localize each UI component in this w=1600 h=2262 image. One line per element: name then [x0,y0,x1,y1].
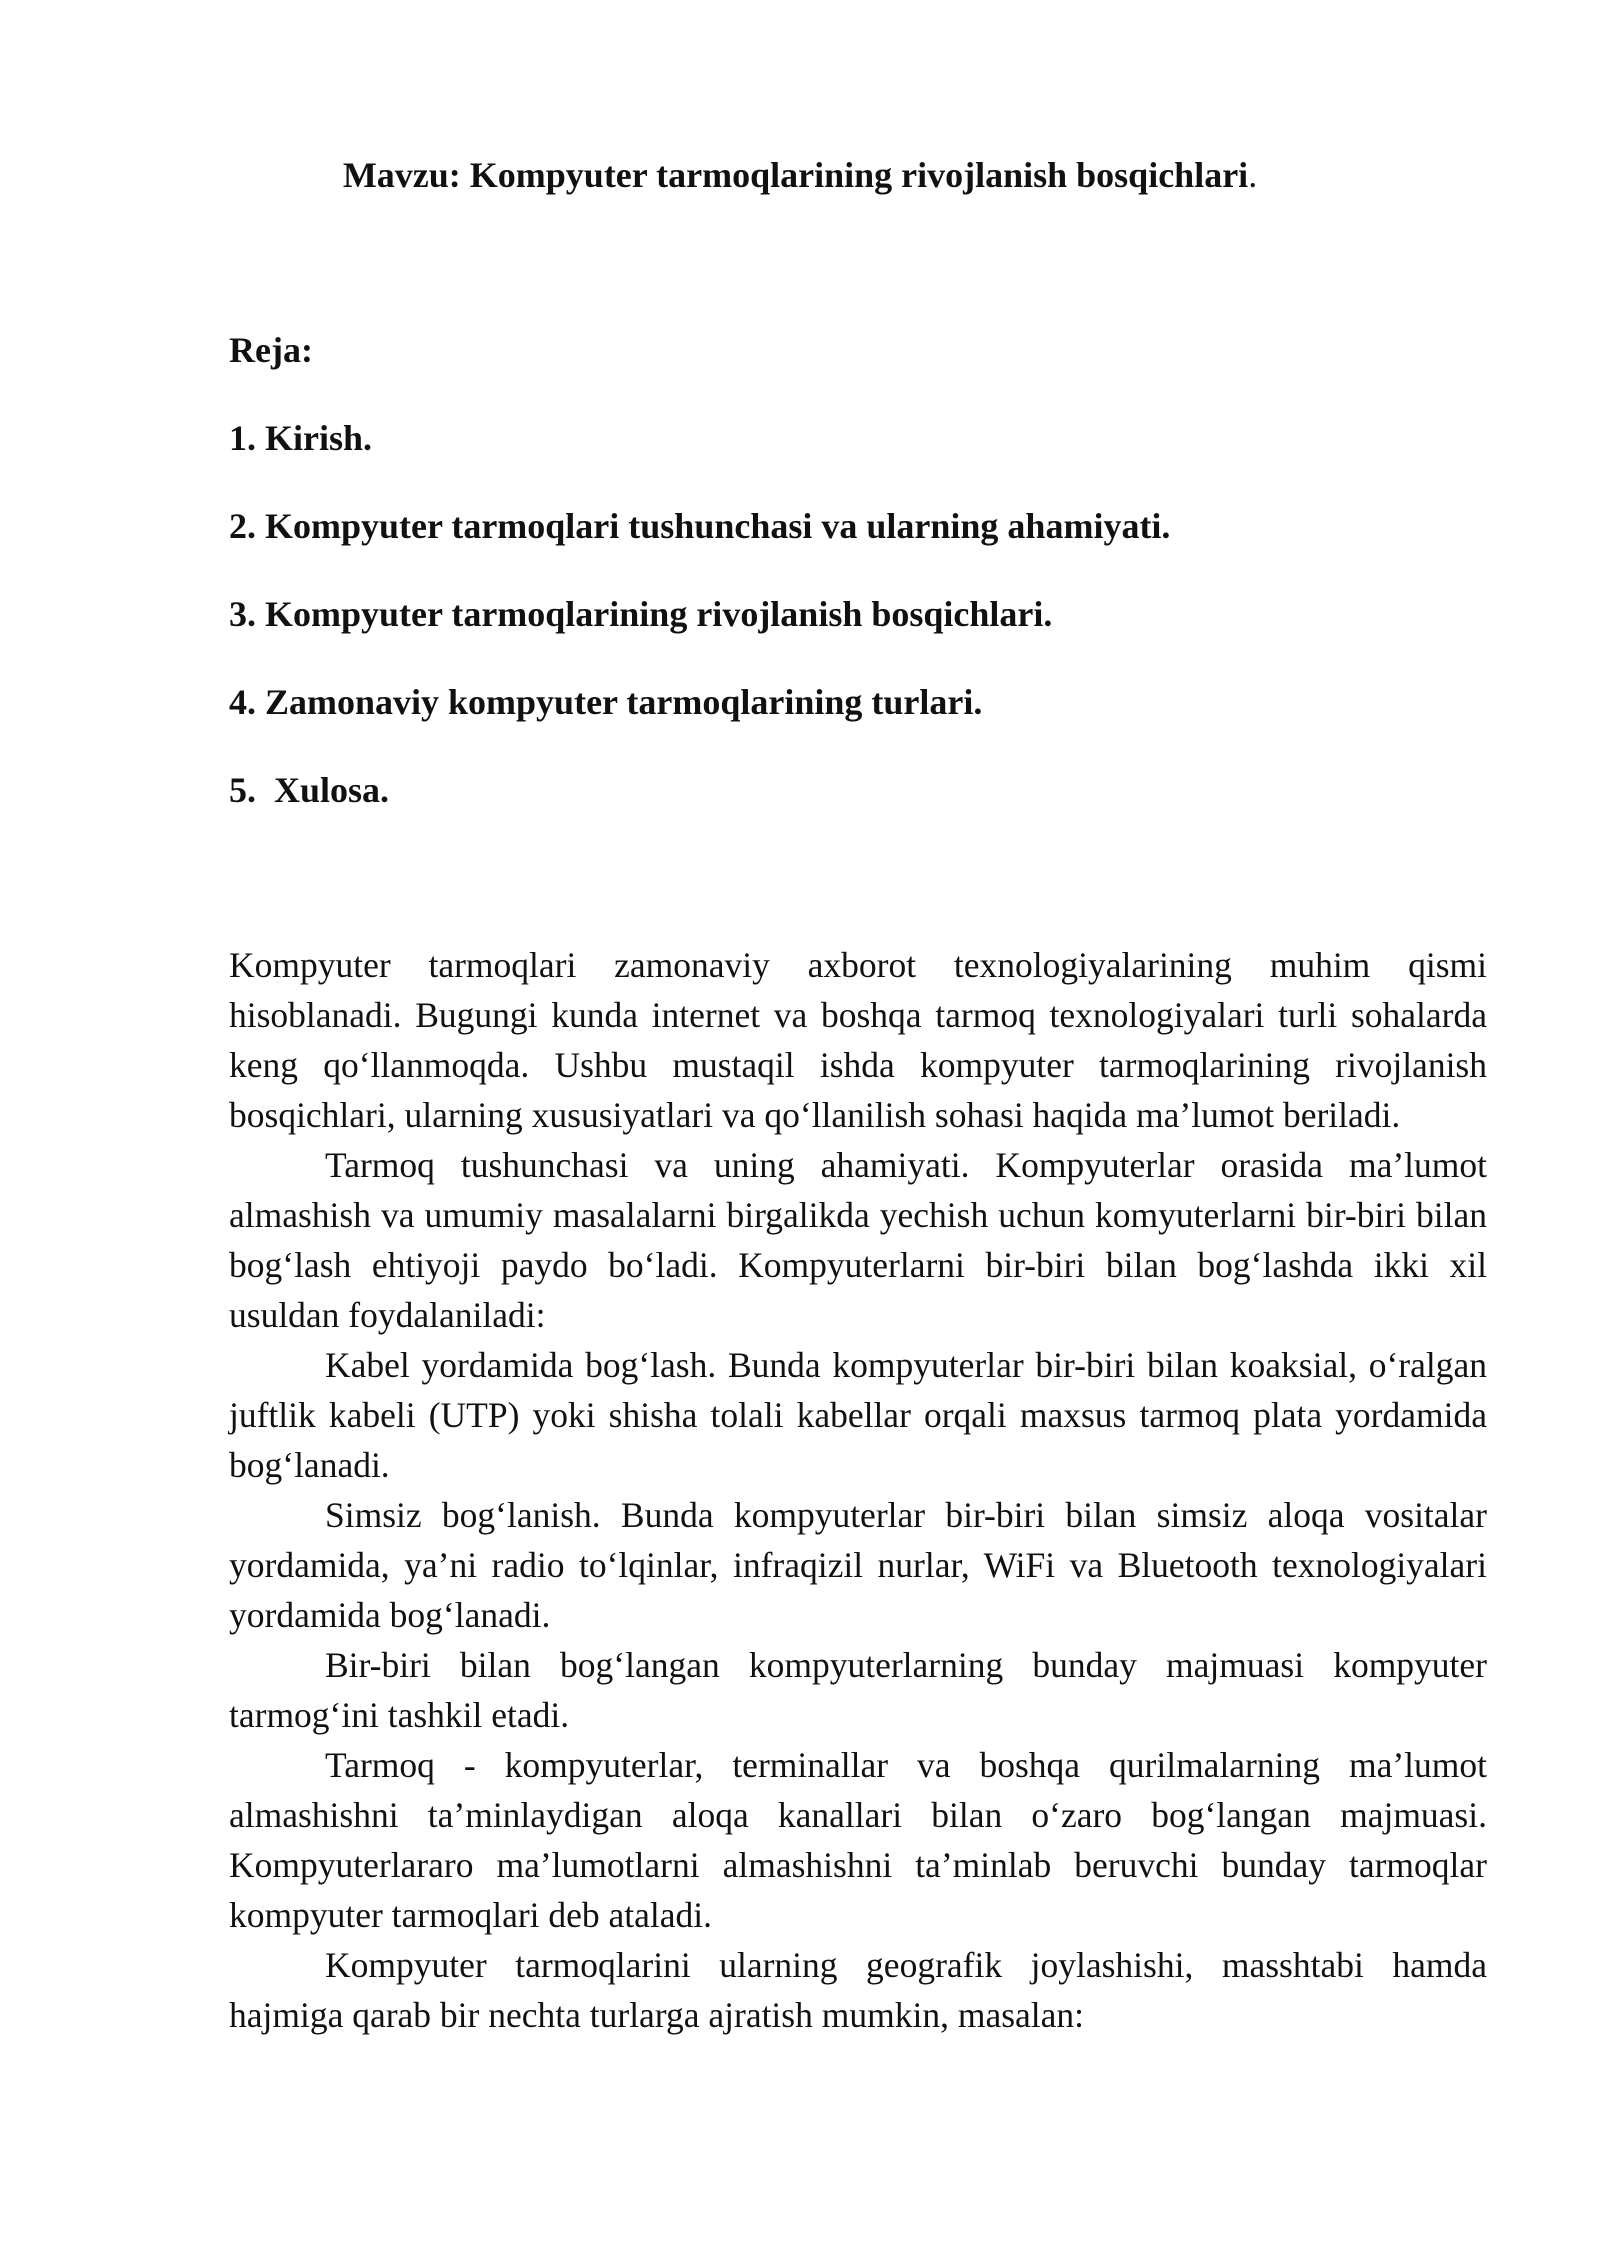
document-title [0,150,1600,200]
body-paragraph: Kabel yordamida bog‘lash. Bunda kompyuterlar bir-biri bilan koaksial, o‘ralgan juftlik kabeli (UTP) yoki shisha tolali kabellar orqali maxsus tarmoq plata yordamida bog‘lanadi. [229,1345,1487,1485]
body-text [229,940,1487,2040]
body-paragraph: Tarmoq - kompyuterlar, terminallar va boshqa qurilmalarning ma’lumot almashishni ta’minlaydigan aloqa kanallari bilan o‘zaro bog‘langan majmuasi. Kompyuterlararo ma’lumotlarni almashishni ta’minlab beruvchi bunday tarmoqlar kompyuter tarmoqlari deb ataladi. [229,1745,1487,1935]
body-paragraph: Bir-biri bilan bog‘langan kompyuterlarning bunday majmuasi kompyuter tarmog‘ini tashkil etadi. [229,1645,1487,1735]
document-title-text: Mavzu: Kompyuter tarmoqlarining rivojlanish bosqichlari [342,155,1249,195]
plan-item: 2. Kompyuter tarmoqlari tushunchasi va ularning ahamiyati. [229,506,1171,546]
plan-item: 1. Kirish. [229,418,373,458]
intro-paragraph: Kompyuter tarmoqlari zamonaviy axborot texnologiyalarining muhim qismi hisoblanadi. Bugungi kunda internet va boshqa tarmoq texnologiyalari turli sohalarda keng qo‘llanmoqda. Ushbu mustaqil ishda kompyuter tarmoqlarining rivojlanish bosqichlari, ularning xususiyatlari va qo‘llanilish sohasi haqida ma’lumot beriladi. [229,945,1487,1135]
plan-section [229,325,1489,853]
body-paragraph: Simsiz bog‘lanish. Bunda kompyuterlar bir-biri bilan simsiz aloqa vositalar yordamida, ya’ni radio to‘lqinlar, infraqizil nurlar, WiFi va Bluetooth texnologiyalari yordamida bog‘lanadi. [229,1495,1487,1635]
plan-heading: Reja: [229,330,313,370]
body-paragraph: Tarmoq tushunchasi va uning ahamiyati. Kompyuterlar orasida ma’lumot almashish va umumiy masalalarni birgalikda yechish uchun komyuterlarni bir-biri bilan bog‘lash ehtiyoji paydo bo‘ladi. Kompyuterlarni bir-biri bilan bog‘lashda ikki xil usuldan foydalaniladi: [229,1145,1487,1335]
plan-item: 3. Kompyuter tarmoqlarining rivojlanish bosqichlari. [229,594,1053,634]
plan-list [229,413,1489,853]
plan-item: 5. Xulosa. [229,770,390,810]
body-paragraph: Kompyuter tarmoqlarini ularning geografik joylashishi, masshtabi hamda hajmiga qarab bir nechta turlarga ajratish mumkin, masalan: [229,1945,1487,2035]
plan-item: 4. Zamonaviy kompyuter tarmoqlarining turlari. [229,682,983,722]
document-title-period: . [1248,155,1258,195]
